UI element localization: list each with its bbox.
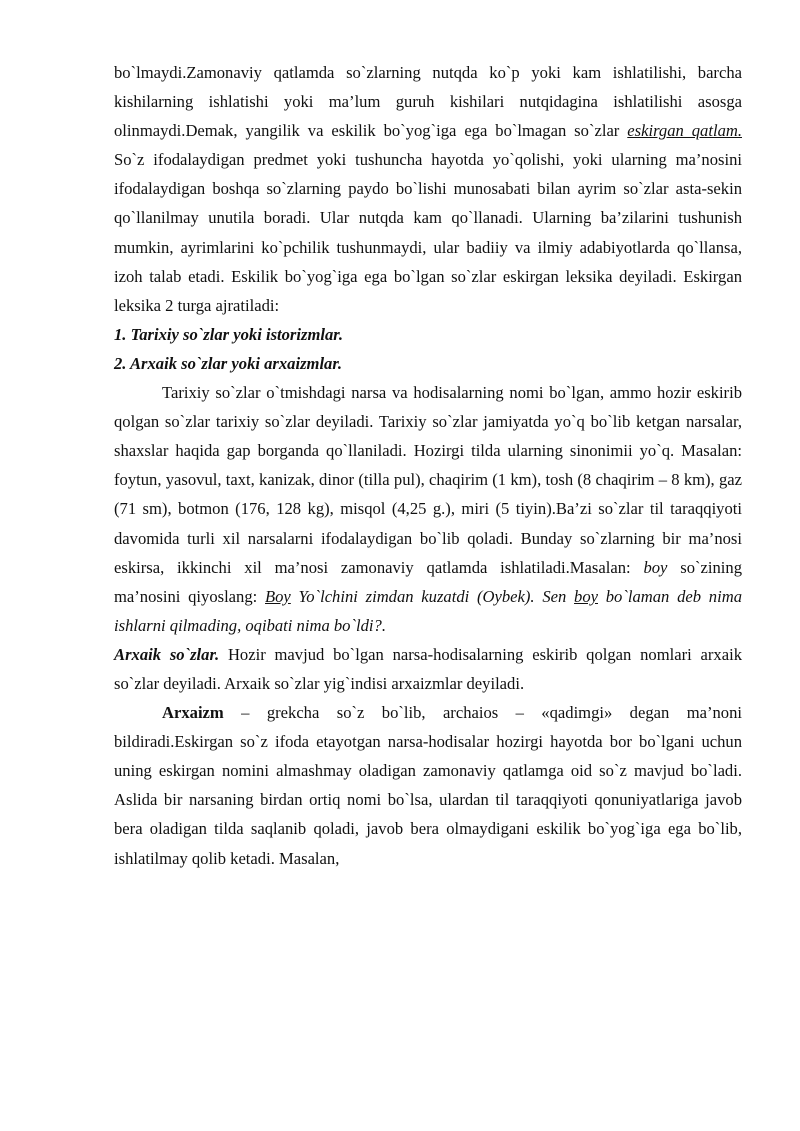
paragraph-text: So`z ifodalaydigan predmet yoki tushuncha hayotda yo`qolishi, yoki ularning ma’nosini ifodalaydigan boshqa so`zlarning paydo bo`lishi munosabati bilan ayrim so`zlar asta-sekin qo`llanilmay unutila boradi. Ular nutqda kam qo`llanadi. Ularning ba’zilarini tushunish mumkin, ayrimlarini ko`pchilik tushunmaydi, ular badiiy va ilmiy adabiyotlarda qo`llansa, izoh talab etadi. Eskilik bo`yog`iga ega bo`lgan so`zlar eskirgan leksika deyiladi. Eskirgan leksika 2 turga ajratiladi: (114, 150, 742, 315)
example-word-boy-underlined: boy (574, 586, 598, 606)
example-word-boy-underlined: Boy (265, 586, 291, 606)
term-eskirgan-qatlam: eskirgan qatlam. (627, 121, 742, 141)
paragraph-eskirgan-qatlam (114, 58, 742, 320)
document-page (114, 58, 742, 873)
example-sentence: Yo`lchini zimdan kuzatdi (Oybek). Sen (290, 586, 575, 606)
example-word-boy: boy (643, 557, 668, 577)
paragraph-arxaik-sozlar (114, 640, 742, 698)
example-sentence: bo`laman deb nima ishlarni qilmading, oqibati nima bo`ldi?. (114, 586, 742, 635)
list-item-arxaizmlar: 2. Arxaik so`zlar yoki arxaizmlar. (114, 353, 343, 373)
paragraph-text: so`zining ma’nosini qiyoslang: (114, 557, 742, 606)
paragraph-tarixiy-sozlar (114, 378, 742, 640)
paragraph-text: bo`lmaydi.Zamonaviy qatlamda so`zlarning nutqda ko`p yoki kam ishlatilishi, barcha kishilarning ishlatishi yoki ma’lum guruh kishilari nutqidagina ishlatilishi asosga olinmaydi.Demak, yangilik va eskilik bo`yog`iga ega bo`lmagan so`zlar (114, 63, 742, 141)
paragraph-arxaizm (114, 698, 742, 873)
term-arxaizm: Arxaizm (162, 703, 224, 723)
paragraph-text: Hozir mavjud bo`lgan narsa-hodisalarning eskirib qolgan nomlari arxaik so`zlar deyiladi. Arxaik so`zlar yig`indisi arxaizmlar deyiladi. (114, 644, 742, 693)
paragraph-text: – grekcha so`z bo`lib, archaios – «qadimgi» degan ma’noni bildiradi.Eskirgan so`z ifoda etayotgan narsa-hodisalar hozirgi hayotda bor bo`lgani uchun uning eskirgan nomini almashmay oladigan zamonaviy qatlamga oid so`z mavjud bo`ladi. Aslida bir narsaning birdan ortiq nomi bo`lsa, ulardan til taraqqiyoti qonuniyatlariga javob bera oladigan tilda saqlanib qoladi, javob bera olmaydigani eskilik bo`yog`iga ega bo`lib, ishlatilmay qolib ketadi. Masalan, (114, 703, 742, 868)
paragraph-text: Tarixiy so`zlar o`tmishdagi narsa va hodisalarning nomi bo`lgan, ammo hozir eskirib qolgan so`zlar tarixiy so`zlar deyiladi. Tarixiy so`zlar jamiyatda yo`q bo`lib ketgan narsalar, shaxslar haqida gap borganda qo`llaniladi. Hozirgi tilda ularning sinonimii yo`q. Masalan: foytun, yasovul, taxt, kanizak, dinor (tilla pul), chaqirim (1 km), tosh (8 chaqirim – 8 km), gaz (71 sm), botmon (176, 128 kg), misqol (4,25 g.), miri (5 tiyin).Ba’zi so`zlar til taraqqiyoti davomida turli xil narsalarni ifodalaydigan bo`lib qoladi. Bunday so`zlarning bir ma’nosi eskirsa, ikkinchi xil ma’nosi zamonaviy qatlamda ishlatiladi.Masalan: (114, 383, 742, 577)
list-item-istorizmlar: 1. Tarixiy so`zlar yoki istorizmlar. (114, 324, 343, 344)
term-arxaik-sozlar: Arxaik so`zlar. (114, 644, 220, 664)
